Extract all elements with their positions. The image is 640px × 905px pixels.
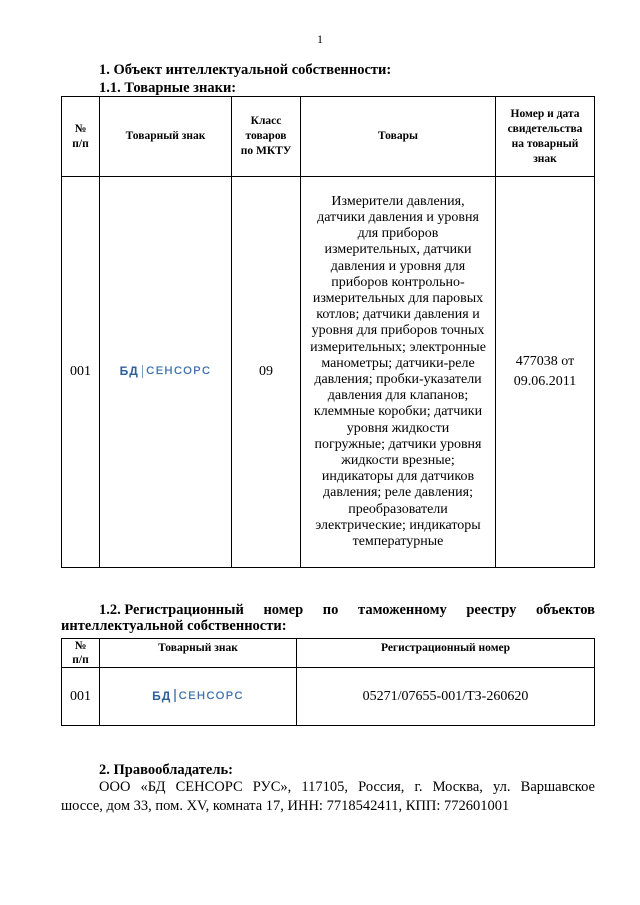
header-num-line: п/п <box>72 137 89 150</box>
word: ул. <box>493 779 511 795</box>
row-reg-number: 05271/07655-001/ТЗ-260620 <box>297 668 595 726</box>
word: 1.2. Регистрационный <box>99 602 244 618</box>
row-cert <box>496 177 595 568</box>
word: Варшавское <box>520 779 595 795</box>
word: номер <box>263 602 304 618</box>
section-1-2-line2: интеллектуальной собственности: <box>61 618 287 634</box>
header-mark: Товарный знак <box>100 639 297 668</box>
logo-right-text: СЕНСОРС <box>178 689 244 702</box>
goods-line: давления; реле давления; <box>323 485 473 501</box>
row-class: 09 <box>232 177 301 568</box>
logo-left-text: БД <box>152 688 172 703</box>
header-class-line: товаров <box>245 130 287 142</box>
goods-line: давления; пробки-указатели <box>314 372 482 387</box>
header-reg: Регистрационный номер <box>297 639 595 668</box>
goods-line: манометры; датчики-реле <box>321 355 475 371</box>
cert-number: 477038 от <box>515 354 575 369</box>
section-1-1-subtitle: 1.1. Товарные знаки: <box>99 80 237 96</box>
goods-line: Измерители давления, <box>331 193 465 209</box>
rightholder-line1 <box>61 778 595 797</box>
word: ООО <box>99 779 131 795</box>
section-1-title: 1. Объект интеллектуальной собственности: <box>99 62 392 78</box>
goods-line: погружные; датчики уровня <box>314 436 482 452</box>
bd-sensors-logo <box>120 364 212 378</box>
page-number: 1 <box>317 32 323 46</box>
goods-line: температурные <box>352 534 444 550</box>
header-class-line: по МКТУ <box>240 145 292 157</box>
trademarks-table <box>61 96 595 568</box>
rightholder-paragraph <box>61 778 595 816</box>
table-row <box>62 668 595 726</box>
word: таможенному <box>358 602 447 618</box>
row-mark <box>100 668 297 726</box>
customs-registry-table <box>61 638 595 726</box>
table-header-row <box>62 97 595 177</box>
bd-sensors-logo <box>152 689 244 703</box>
header-num <box>62 97 100 177</box>
goods-line: приборов контрольно- <box>331 274 465 290</box>
word: по <box>322 602 339 618</box>
logo-divider <box>174 689 176 702</box>
goods-line: давления и уровня для <box>330 258 466 274</box>
word: РУС», <box>252 779 292 795</box>
goods-line: измерительных, датчики <box>324 242 472 258</box>
word: г. <box>414 779 423 795</box>
word: Россия, <box>358 779 405 795</box>
goods-line: давления для клапанов; <box>327 388 469 404</box>
section-2-title: 2. Правообладатель: <box>99 762 233 778</box>
section-1-2-title <box>61 602 595 634</box>
header-mark: Товарный знак <box>100 97 232 177</box>
word: «БД <box>140 779 166 795</box>
logo-right-text: СЕНСОРС <box>146 365 212 377</box>
word: 117105, <box>301 779 349 795</box>
table-header-row <box>62 639 595 668</box>
header-cert-line: Номер и дата <box>510 107 580 120</box>
header-class <box>232 97 301 177</box>
word: объектов <box>535 602 595 618</box>
header-num <box>62 639 100 668</box>
rightholder-line2: шоссе, дом 33, пом. XV, комната 17, ИНН: 7718542411, КПП: 772601001 <box>61 798 510 814</box>
logo-divider <box>142 365 144 378</box>
goods-line: котлов; датчики давления и <box>316 307 480 323</box>
cert-date: 09.06.2011 <box>513 374 577 389</box>
word: СЕНСОРС <box>175 779 243 795</box>
goods-line: уровня жидкости <box>346 420 450 436</box>
row-goods <box>301 177 496 568</box>
header-cert <box>496 97 595 177</box>
row-num: 001 <box>62 668 100 726</box>
header-class-line: Класс <box>250 115 282 127</box>
header-cert-line: свидетельства <box>507 122 583 135</box>
header-num-line: № <box>74 122 87 135</box>
header-num-line: № <box>74 640 87 652</box>
header-num-line: п/п <box>72 654 89 666</box>
section-1-2-line1 <box>61 602 595 618</box>
table-row <box>62 177 595 568</box>
goods-line: электрические; индикаторы <box>315 517 481 533</box>
word: Москва, <box>432 779 483 795</box>
header-cert-line: на товарный <box>511 137 579 150</box>
goods-line: преобразователи <box>348 501 448 517</box>
header-cert-line: знак <box>533 152 557 165</box>
row-mark <box>100 177 232 568</box>
word: реестру <box>466 602 517 618</box>
goods-line: уровня для приборов точных <box>311 323 485 339</box>
goods-line: для приборов <box>357 226 439 242</box>
logo-left-text: БД <box>119 364 139 378</box>
goods-line: клеммные коробки; датчики <box>313 404 483 420</box>
header-goods: Товары <box>301 97 496 177</box>
row-num: 001 <box>62 177 100 568</box>
goods-line: измерительных для паровых <box>312 290 484 306</box>
goods-line: измерительных; электронные <box>310 339 486 355</box>
goods-line: индикаторы для датчиков <box>321 469 475 485</box>
goods-line: датчики давления и уровня <box>317 209 479 225</box>
goods-line: жидкости врезные; <box>341 453 455 469</box>
